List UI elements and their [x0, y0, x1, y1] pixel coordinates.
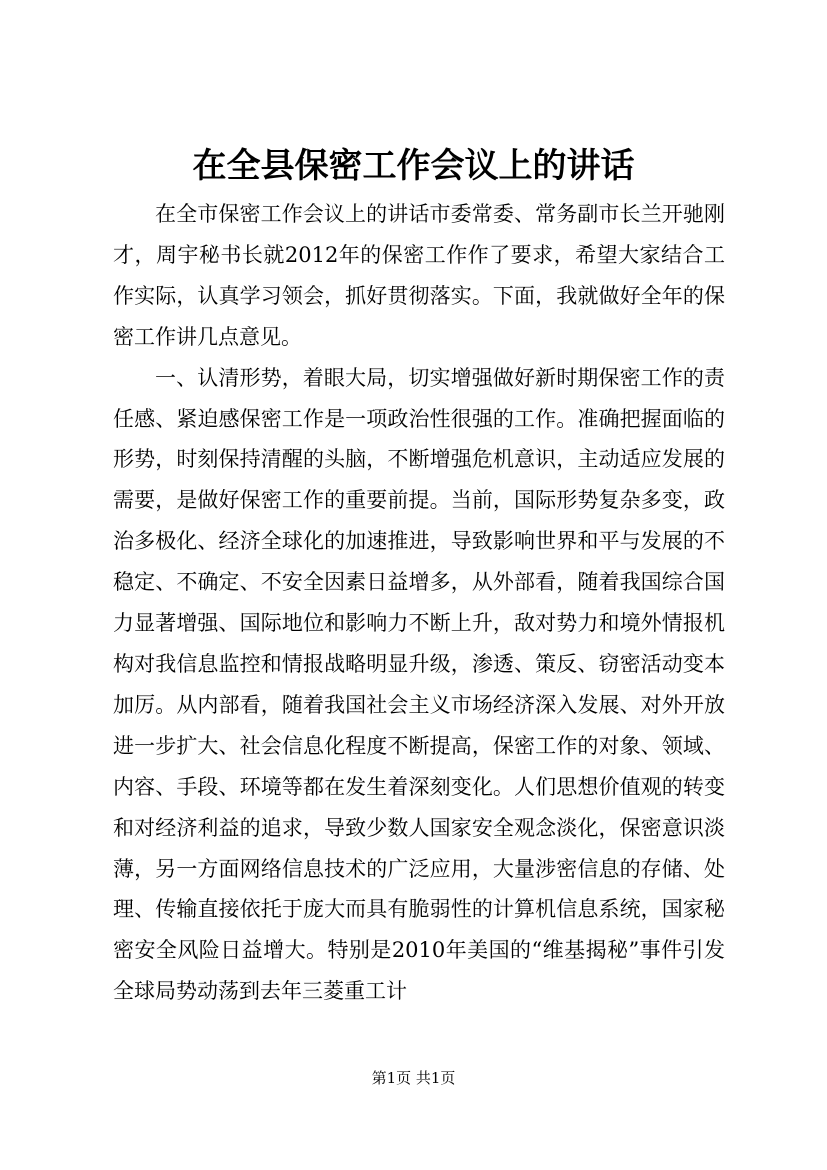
paragraph-intro: 在全市保密工作会议上的讲话市委常委、常务副市长兰开驰刚才，周宇秘书长就2012年的保密工作作了要求，希望大家结合工作实际，认真学习领会，抓好贯彻落实。下面，我就做好全年的保密工作讲几点意见。 — [113, 202, 725, 349]
document-title: 在全县保密工作会议上的讲话 — [192, 146, 635, 186]
paragraph-section-one: 一、认清形势，着眼大局，切实增强做好新时期保密工作的责任感、紧迫感保密工作是一项政治性很强的工作。准确把握面临的形势，时刻保持清醒的头脑，不断增强危机意识，主动适应发展的需要，是做好保密工作的重要前提。当前，国际形势复杂多变，政治多极化、经济全球化的加速推进，导致影响世界和平与发展的不稳定、不确定、不安全因素日益增多，从外部看，随着我国综合国力显著增强、国际地位和影响力不断上升，敌对势力和境外情报机构对我信息监控和情报战略明显升级，渗透、策反、窃密活动变本加厉。从内部看，随着我国社会主义市场经济深入发展、对外开放进一步扩大、社会信息化程度不断提高，保密工作的对象、领域、内容、手段、环境等都在发生着深刻变化。人们思想价值观的转变和对经济利益的追求，导致少数人国家安全观念淡化，保密意识淡薄，另一方面网络信息技术的广泛应用，大量涉密信息的存储、处理、传输直接依托于庞大而具有脆弱性的计算机信息系统，国家秘密安全风险日益增大。特别是2010年美国的“维基揭秘”事件引发全球局势动荡到去年三菱重工计 — [113, 365, 725, 1004]
page-footer — [0, 1068, 827, 1088]
page-number-label: 第1页 共1页 — [371, 1069, 456, 1087]
document-body — [113, 194, 725, 1012]
